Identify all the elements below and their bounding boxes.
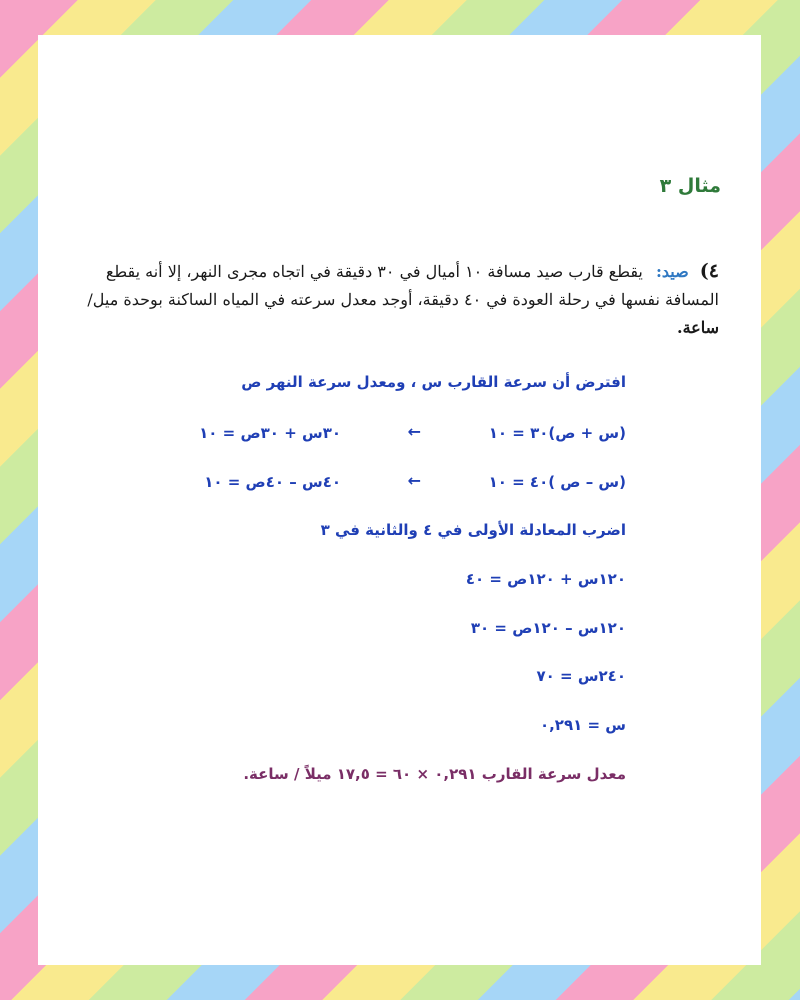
problem-text: يقطع قارب صيد مسافة ١٠ أميال في ٣٠ دقيقة في اتجاه مجرى النهر، إلا أنه يقطع المسافة نفسها في رحلة العودة في ٤٠ دقيقة، أوجد معدل سرعته في المياه الساكنة بوحدة ميل/ [87, 262, 719, 309]
content-card [38, 35, 761, 965]
problem-unit: ساعة. [677, 318, 719, 337]
equation-1-right: ٣٠س + ٣٠ص = ١٠ [199, 424, 341, 442]
arrow-icon: ← [407, 471, 421, 490]
solution-multiply-step: اضرب المعادلة الأولى في ٤ والثانية في ٣ [320, 521, 626, 539]
equation-row-1 [166, 424, 626, 448]
equation-2-right: ٤٠س – ٤٠ص = ١٠ [204, 473, 341, 491]
equation-2-left: (س – ص )٤٠ = ١٠ [488, 473, 626, 491]
equation-5: ٢٤٠س = ٧٠ [536, 667, 626, 685]
final-answer: معدل سرعة القارب ٠,٢٩١ × ٦٠ = ١٧,٥ ميلاً / ساعة. [243, 765, 626, 783]
example-title: مثال ٣ [659, 175, 721, 197]
equation-4: ١٢٠س – ١٢٠ص = ٣٠ [470, 619, 626, 637]
problem-statement [69, 257, 719, 342]
equation-6: س = ٠,٢٩١ [539, 716, 626, 734]
arrow-icon: ← [407, 422, 421, 441]
problem-topic: صيد: [655, 262, 689, 281]
equation-1-left: (س + ص)٣٠ = ١٠ [488, 424, 626, 442]
equation-row-2 [166, 473, 626, 497]
solution-assumption: افترض أن سرعة القارب س ، ومعدل سرعة النهر ص [241, 373, 626, 391]
equation-3: ١٢٠س + ١٢٠ص = ٤٠ [465, 570, 626, 588]
problem-number: ٤) [699, 260, 719, 282]
